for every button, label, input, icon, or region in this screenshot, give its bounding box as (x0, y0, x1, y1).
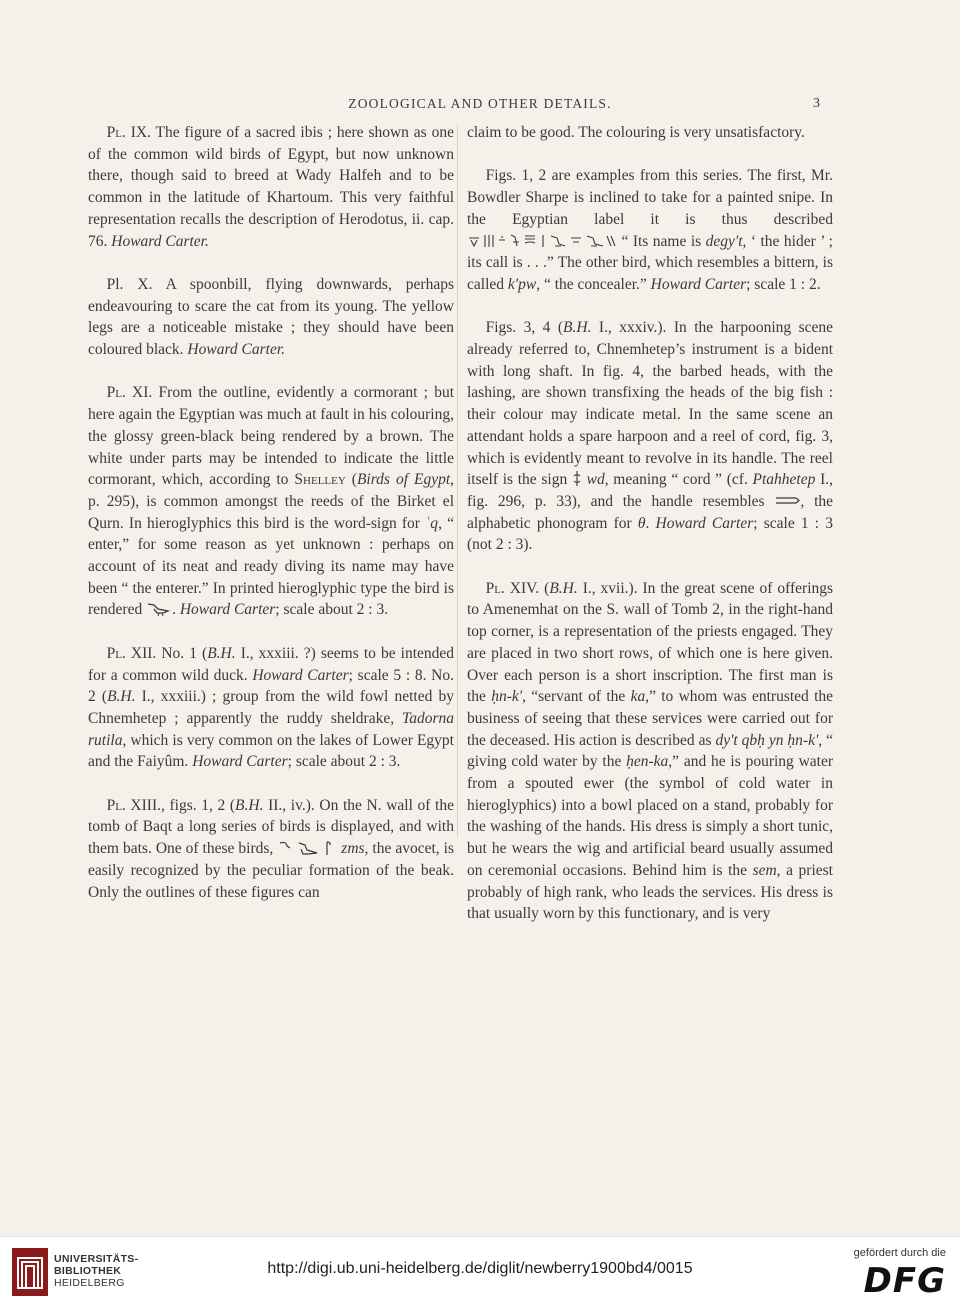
left-column (88, 122, 454, 925)
dfg-logo[interactable]: DFG (863, 1261, 946, 1301)
permalink-url[interactable]: http://digi.ub.uni-heidelberg.de/diglit/newberry1900bd4/0015 (267, 1260, 693, 1277)
paragraph-figs-1-2: Figs. 1, 2 are examples from this series. The first, Mr. Bowdler Sharpe is inclined to take for a painted snipe. In the Egyptian label it is thus described “ Its name is degy't, ‘ the hider ’ ; its call is . . .” The other bird, which resembles a bittern, is called k'pw, “ the concealer.” Howard Carter; scale 1 : 2. (467, 167, 833, 293)
running-head: ZOOLOGICAL AND OTHER DETAILS. (348, 96, 612, 111)
library-name: UNIVERSITÄTS- BIBLIOTHEK HEIDELBERG (54, 1253, 139, 1289)
paragraph-pl-xiv: Pl. XIV. (B.H. I., xvii.). In the great scene of offerings to Amenemhat on the S. wall of Tomb 2, in the right-hand top corner, is a representation of the priests engaged. They are placed in two short rows, of which one is here given. Over each person is a short inscription. The first man is the ḥn-k', “servant of the ka,” to whom was entrusted the business of seeing that these services were carried out for the deceased. His action is described as dy't qbḥ yn ḥn-k', “ giving cold water by the ḥen-ka,” and he is pouring water from a spouted ewer (the symbol of cold water in hieroglyphics) into a bowl placed on a stand, probably for the washing of the hands. His dress is simply a short tunic, but he wears the wig and artificial beard usually assumed on ceremonial occasions. Behind him is the sem, a priest probably of high rank, who leads the services. His dress is that usually worn by this functionary, and is very (467, 579, 834, 923)
zms-hieroglyph-icon (277, 839, 337, 856)
paragraph-figs-3-4: Figs. 3, 4 (B.H. I., xxxiv.). In the harpooning scene already referred to, Chnemhetep’s instrument is a bident with long shaft. In fig. 4, the barbed heads, with the lashing, are shown transfixing the heads of the big fish : their colour may indicate metal. In the same scene an attendant holds a spare harpoon and a reel of cord, fig. 3, which is evidently meant to revolve in its handle. The reel itself is the sign wd, meaning “ cord ” (cf. Ptahhetep I., fig. 296, p. 33), and the handle resembles , the alphabetic phonogram for θ. Howard Carter; scale 1 : 3 (not 2 : 3). (467, 319, 834, 554)
paragraph-pl-ix: Pl. IX. The figure of a sacred ibis ; here shown as one of the common wild birds of Egypt, but now unknown there, though said to breed at Wady Halfeh and to be common in the latitude of Khartoum. This very faithful representation recalls the description of Herodotus, ii. cap. 76. Howard Carter. (88, 124, 454, 250)
cormorant-hieroglyph-icon (146, 600, 172, 617)
footer-bar (0, 1236, 960, 1309)
paragraph-pl-xi: Pl. XI. From the outline, evidently a cormorant ; but here again the Egyptian was much at fault in his colouring, the glossy green-black being rendered by a brown. The white under parts may be intended to indicate the little cormorant, which, according to Shelley (Birds of Egypt, p. 295), is common amongst the reeds of the Birket el Qurn. In hieroglyphics this bird is the word-sign for ʿq, “ enter,” for some reason as yet unknown : perhaps on account of its neat and ready diving its name may have been “ the enterer.” In printed hieroglyphic type the bird is rendered . Howard Carter; scale about 2 : 3. (88, 384, 455, 619)
paragraph-pl-xiii: Pl. XIII., figs. 1, 2 (B.H. II., iv.). On the N. wall of the tomb of Baqt a long series of birds is displayed, and with them bats. One of these birds, zms, the avocet, is easily recognized by the peculiar formation of the beak. Only the outlines of these figures can (88, 796, 455, 901)
paragraph-continuation: claim to be good. The colouring is very unsatisfactory. (467, 124, 805, 141)
hieroglyphic-label-icon (467, 232, 617, 249)
page-number: 3 (813, 96, 820, 111)
handle-hieroglyph-icon (774, 492, 800, 509)
column-divider (457, 125, 458, 837)
reel-hieroglyph-icon (572, 470, 582, 487)
paragraph-pl-xii: Pl. XII. No. 1 (B.H. I., xxxiii. ?) seems to be intended for a common wild duck. Howard Carter; scale 5 : 8. No. 2 (B.H. I., xxxiii.) ; group from the wild fowl netted by Chnemhetep ; apparently the ruddy sheldrake, Tadorna rutila, which is very common on the lakes of Lower Egypt and the Faiyûm. Howard Carter; scale about 2 : 3. (88, 644, 455, 771)
funder-label: gefördert durch die (853, 1247, 946, 1259)
paragraph-pl-x: Pl. X. A spoonbill, flying downwards, perhaps endeavouring to scare the cat from its young. The yellow legs are a noticeable mistake ; they should have been coloured black. Howard Carter. (88, 275, 454, 359)
right-column (467, 122, 833, 947)
